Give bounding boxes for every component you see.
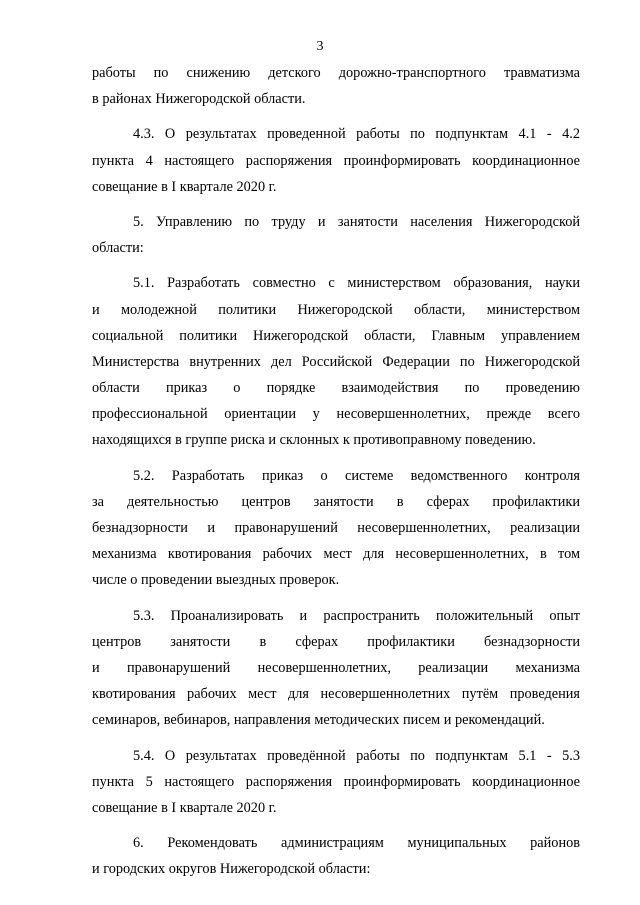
text-line: 5.3. Проанализировать и распространить положительный опыт xyxy=(133,607,580,624)
text-line: области приказ о порядке взаимодействия по проведению xyxy=(92,380,580,397)
text-line: 5.1. Разработать совместно с министерством образования, науки xyxy=(133,275,580,292)
text-line: и молодежной политики Нижегородской области, министерством xyxy=(92,301,580,318)
document-body xyxy=(92,60,580,891)
text-line: механизма квотирования рабочих мест для несовершеннолетних, в том xyxy=(92,546,580,563)
paragraph-p-5 xyxy=(92,209,580,261)
text-line: квотирования рабочих мест для несовершеннолетних путём проведения xyxy=(92,686,580,703)
text-line: 5.2. Разработать приказ о системе ведомственного контроля xyxy=(133,467,580,484)
text-line: работы по снижению детского дорожно-транспортного травматизма xyxy=(92,65,580,81)
paragraph-p-5-2 xyxy=(92,463,580,594)
text-line: и городских округов Нижегородской области: xyxy=(92,861,371,878)
text-line: за деятельностью центров занятости в сферах профилактики xyxy=(92,493,580,510)
text-line: и правонарушений несовершеннолетних, реализации механизма xyxy=(92,659,580,676)
text-line: семинаров, вебинаров, направления методических писем и рекомендаций. xyxy=(92,712,545,729)
text-line: 5. Управлению по труду и занятости населения Нижегородской xyxy=(133,213,580,230)
text-line: совещание в I квартале 2020 г. xyxy=(92,178,277,195)
paragraph-cont-4-2 xyxy=(92,60,580,112)
text-line: находящихся в группе риска и склонных к противоправному поведению. xyxy=(92,432,536,449)
text-line: числе о проведении выездных проверок. xyxy=(92,572,340,589)
text-line: 4.3. О результатах проведенной работы по подпунктам 4.1 - 4.2 xyxy=(133,126,580,143)
page-number: 3 xyxy=(316,39,324,54)
text-line: центров занятости в сферах профилактики безнадзорности xyxy=(92,633,580,650)
text-line: безнадзорности и правонарушений несовершеннолетних, реализации xyxy=(92,520,580,536)
text-line: пункта 4 настоящего распоряжения проинформировать координационное xyxy=(92,152,580,169)
text-line: социальной политики Нижегородской области, Главным управлением xyxy=(92,327,580,344)
text-line: пункта 5 настоящего распоряжения проинформировать координационное xyxy=(92,773,580,790)
text-line: 6. Рекомендовать администрациям муниципальных районов xyxy=(133,835,580,852)
text-line: совещание в I квартале 2020 г. xyxy=(92,799,277,816)
paragraph-p-4-3 xyxy=(92,121,580,200)
text-line: области: xyxy=(92,240,144,257)
text-line: 5.4. О результатах проведённой работы по подпунктам 5.1 - 5.3 xyxy=(133,747,580,764)
paragraph-p-5-3 xyxy=(92,603,580,734)
paragraph-p-5-1 xyxy=(92,270,580,453)
text-line: профессиональной ориентации у несовершеннолетних, прежде всего xyxy=(92,406,580,423)
paragraph-p-5-4 xyxy=(92,743,580,822)
paragraph-p-6 xyxy=(92,830,580,882)
text-line: в районах Нижегородской области. xyxy=(92,91,306,108)
text-line: Министерства внутренних дел Российской Федерации по Нижегородской xyxy=(92,353,580,370)
